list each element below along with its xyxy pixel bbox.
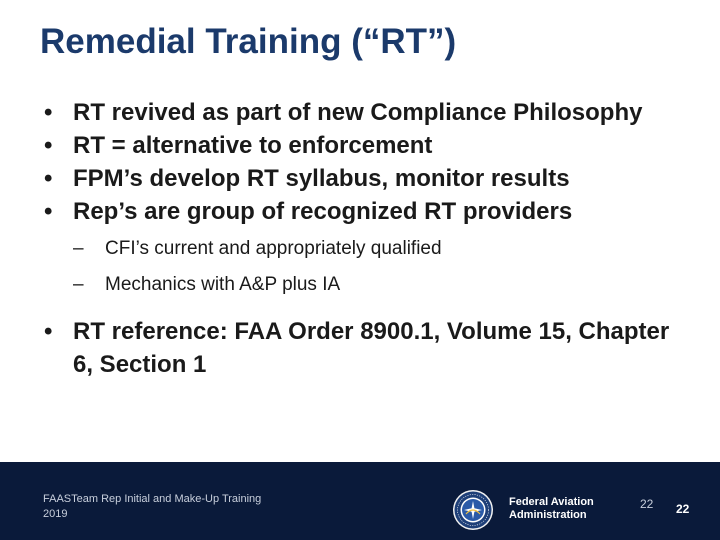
bullet-item xyxy=(42,129,692,162)
sub-bullet-text: Mechanics with A&P plus IA xyxy=(105,274,341,295)
bullet-text: RT reference: FAA Order 8900.1, Volume 15, Chapter 6, Section 1 xyxy=(73,318,670,378)
agency-name-line-2: Administration xyxy=(509,509,587,521)
agency-name-line-1: Federal Aviation xyxy=(509,496,594,508)
sub-bullet-marker: – xyxy=(73,274,84,295)
bullet-list xyxy=(42,96,692,381)
bullet-item xyxy=(42,315,692,381)
sub-bullet-item xyxy=(42,267,692,303)
bullet-item xyxy=(42,195,692,228)
bullet-marker: • xyxy=(44,165,53,192)
bullet-marker: • xyxy=(44,198,53,225)
bullet-item xyxy=(42,162,692,195)
sub-bullet-item xyxy=(42,231,692,267)
sub-bullet-list xyxy=(42,231,692,303)
bullet-text: FPM’s develop RT syllabus, monitor results xyxy=(73,165,570,192)
footer-year: 2019 xyxy=(43,508,68,520)
sub-bullet-text: CFI’s current and appropriately qualified xyxy=(105,238,442,259)
page-number-inner: 22 xyxy=(640,497,654,511)
footer-bar xyxy=(0,462,720,540)
bullet-marker: • xyxy=(44,99,53,126)
page-number: 22 xyxy=(676,502,690,516)
faa-seal-icon xyxy=(452,489,494,531)
slide-title: Remedial Training (“RT”) xyxy=(40,22,457,61)
sub-bullet-marker: – xyxy=(73,238,84,259)
bullet-text: RT = alternative to enforcement xyxy=(73,132,433,159)
bullet-text: RT revived as part of new Compliance Philosophy xyxy=(73,99,643,126)
footer-presentation-title: FAASTeam Rep Initial and Make-Up Training xyxy=(43,493,262,505)
agency-name xyxy=(509,496,594,522)
footer-presentation-info xyxy=(43,492,261,522)
bullet-marker: • xyxy=(44,132,53,159)
bullet-text: Rep’s are group of recognized RT providers xyxy=(73,198,573,225)
bullet-item xyxy=(42,96,692,129)
bullet-marker: • xyxy=(44,318,53,345)
